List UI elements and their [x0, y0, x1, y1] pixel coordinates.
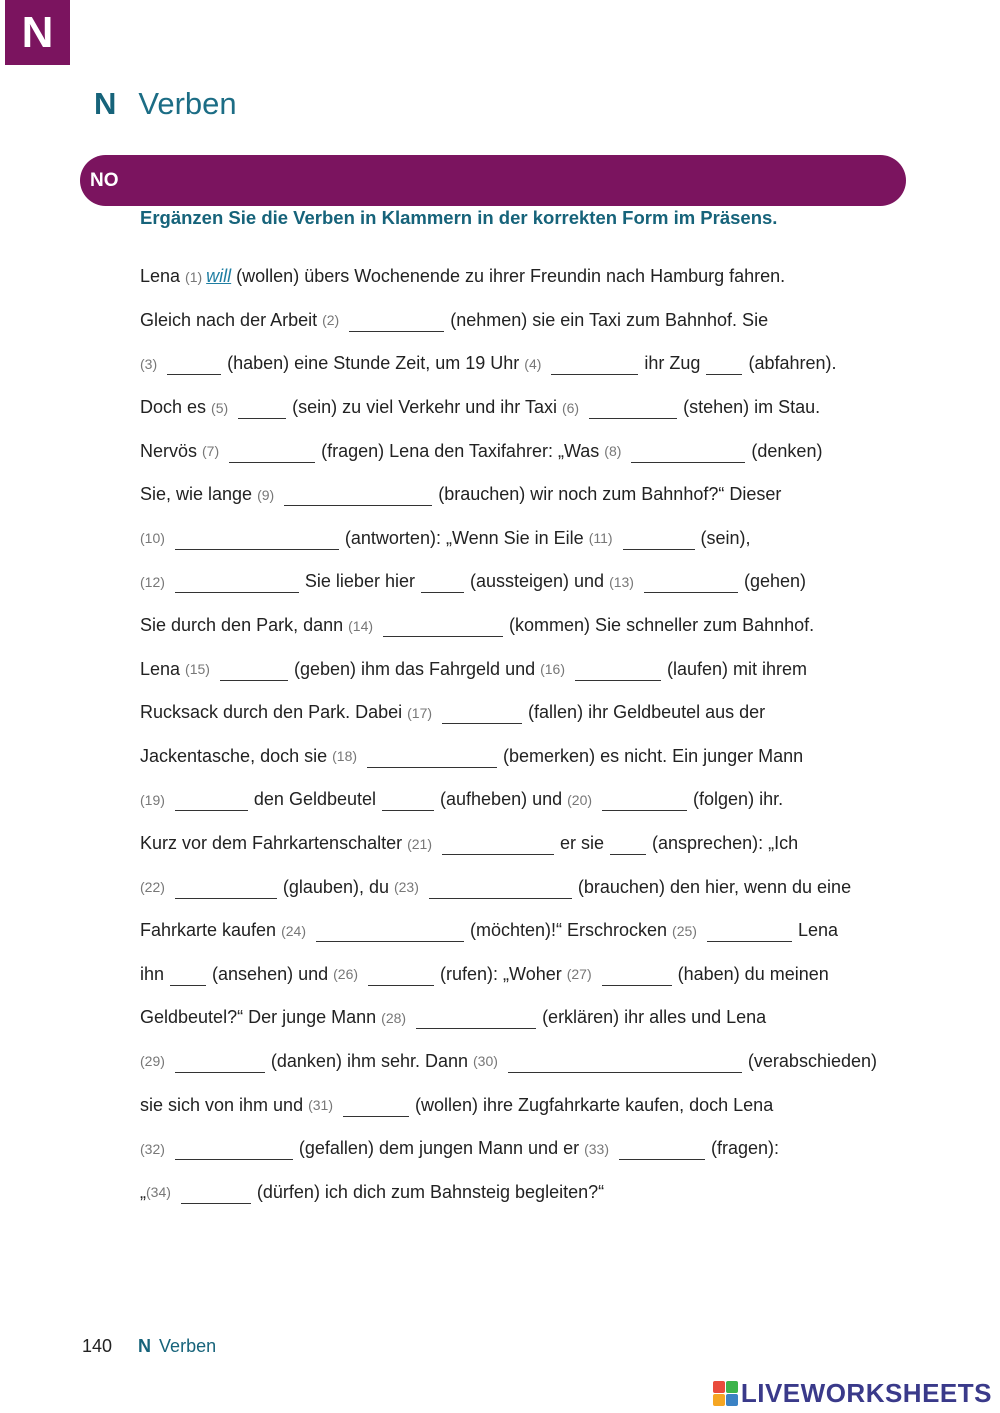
answer-blank-input[interactable]	[316, 925, 464, 942]
answer-blank-input[interactable]	[220, 664, 288, 681]
chapter-corner-letter: N	[21, 7, 54, 57]
exercise-instruction: Ergänzen Sie die Verben in Klammern in der korrekten Form im Präsens.	[140, 207, 778, 228]
liveworksheets-logo-icon	[713, 1381, 738, 1406]
exercise-text-segment: (aufheben) und	[440, 789, 568, 810]
exercise-text-segment: (ansprechen): „Ich	[652, 833, 799, 854]
answer-blank-input[interactable]	[644, 576, 738, 593]
brand-name: LIVEWORKSHEETS	[740, 1378, 992, 1408]
exercise-line	[140, 865, 930, 909]
gap-number: (6)	[561, 399, 580, 416]
answer-blank-input[interactable]	[551, 358, 638, 375]
answer-blank-input[interactable]	[631, 446, 745, 463]
answer-blank-input[interactable]	[619, 1143, 705, 1160]
answer-blank-input[interactable]	[175, 1143, 293, 1160]
gap-number: (20)	[567, 791, 593, 808]
exercise-banner	[80, 155, 906, 206]
gap-number: (24)	[281, 922, 306, 939]
exercise-line	[140, 299, 930, 343]
gap-number: (11)	[588, 530, 613, 547]
chapter-letter: N	[94, 86, 117, 121]
exercise-text	[140, 255, 930, 1214]
gap-number: (28)	[381, 1009, 407, 1026]
gap-number: (25)	[672, 922, 697, 939]
answer-blank-input[interactable]	[382, 794, 434, 811]
exercise-text-segment: (sein) zu viel Verkehr und ihr Taxi	[292, 397, 562, 418]
answer-blank-input[interactable]	[238, 402, 286, 419]
exercise-line	[140, 822, 930, 866]
answer-input[interactable]: will	[206, 266, 232, 287]
gap-number: (8)	[604, 443, 622, 460]
logo-square	[713, 1394, 725, 1406]
gap-number: (34)	[146, 1184, 171, 1201]
answer-blank-input[interactable]	[589, 402, 677, 419]
exercise-line	[140, 560, 930, 604]
exercise-text-segment: (erklären) ihr alles und Lena	[542, 1007, 767, 1028]
answer-blank-input[interactable]	[602, 969, 672, 986]
exercise-text-segment: (folgen) ihr.	[693, 789, 784, 810]
answer-blank-input[interactable]	[284, 489, 432, 506]
exercise-line	[140, 953, 930, 997]
logo-square	[713, 1381, 725, 1393]
answer-blank-input[interactable]	[383, 620, 503, 637]
answer-blank-input[interactable]	[623, 533, 695, 550]
exercise-text-segment: (nehmen) sie ein Taxi zum Bahnhof. Sie	[450, 309, 769, 330]
exercise-text-segment: (gefallen) dem jungen Mann und er	[298, 1138, 585, 1159]
gap-number: (17)	[407, 704, 433, 721]
gap-number: (3)	[140, 355, 158, 372]
answer-blank-input[interactable]	[175, 576, 299, 593]
gap-number: (9)	[257, 486, 275, 503]
exercise-text-segment: er sie	[560, 833, 605, 854]
exercise-text-segment: (antworten): „Wenn Sie in Eile	[344, 527, 589, 548]
logo-square	[726, 1394, 738, 1406]
exercise-line	[140, 1040, 930, 1084]
exercise-text-segment: Doch es	[140, 397, 212, 418]
exercise-text-segment: (bemerken) es nicht. Ein junger Mann	[503, 745, 804, 766]
logo-square	[726, 1381, 738, 1393]
exercise-label: NO	[90, 170, 119, 191]
answer-blank-input[interactable]	[508, 1056, 742, 1073]
answer-blank-input[interactable]	[442, 707, 522, 724]
gap-number: (15)	[185, 661, 210, 678]
liveworksheets-brand[interactable]	[713, 1378, 992, 1409]
exercise-text-segment: Gleich nach der Arbeit	[140, 309, 323, 330]
gap-number: (1)	[185, 268, 203, 285]
gap-number: (7)	[202, 443, 220, 460]
exercise-text-segment: Lena	[140, 658, 186, 679]
answer-blank-input[interactable]	[416, 1012, 536, 1029]
exercise-text-segment: (stehen) im Stau.	[683, 397, 821, 418]
page-number: 140	[82, 1336, 113, 1356]
gap-number: (27)	[566, 966, 592, 983]
gap-number: (19)	[140, 791, 165, 808]
answer-blank-input[interactable]	[343, 1100, 409, 1117]
gap-number: (4)	[524, 355, 542, 372]
gap-number: (30)	[473, 1053, 498, 1070]
exercise-text-segment: (wollen) übers Wochenende zu ihrer Freundin nach Hamburg fahren.	[236, 266, 786, 287]
exercise-line	[140, 255, 930, 299]
exercise-text-segment: (fragen) Lena den Taxifahrer: „Was	[321, 440, 605, 461]
exercise-text-segment: Kurz vor dem Fahrkartenschalter	[140, 833, 408, 854]
exercise-text-segment: „	[140, 1181, 146, 1202]
exercise-text-segment: (haben) du meinen	[677, 963, 829, 984]
exercise-text-segment: den Geldbeutel	[253, 789, 377, 810]
exercise-text-segment: (kommen) Sie schneller zum Bahnhof.	[509, 615, 815, 636]
exercise-text-segment: Fahrkarte kaufen	[140, 920, 282, 941]
exercise-text-segment: (geben) ihm das Fahrgeld und	[293, 658, 541, 679]
exercise-line	[140, 1170, 930, 1214]
exercise-text-segment: (ansehen) und	[212, 963, 334, 984]
exercise-text-segment: ihr Zug	[644, 353, 701, 374]
gap-number: (26)	[333, 966, 359, 983]
exercise-line	[140, 429, 930, 473]
exercise-line	[140, 473, 930, 517]
answer-blank-input[interactable]	[575, 664, 661, 681]
gap-number: (13)	[609, 573, 634, 590]
answer-blank-input[interactable]	[367, 751, 497, 768]
gap-number: (29)	[140, 1053, 165, 1070]
exercise-line	[140, 909, 930, 953]
exercise-text-segment: (danken) ihm sehr. Dann	[270, 1050, 474, 1071]
gap-number: (2)	[322, 312, 340, 329]
exercise-text-segment: (dürfen) ich dich zum Bahnsteig begleiten?“	[256, 1181, 605, 1202]
answer-blank-input[interactable]	[442, 838, 554, 855]
exercise-text-segment: Sie durch den Park, dann	[140, 615, 349, 636]
exercise-text-segment: sie sich von ihm und	[140, 1094, 309, 1115]
exercise-text-segment: (fallen) ihr Geldbeutel aus der	[528, 702, 766, 723]
exercise-text-segment: (brauchen) den hier, wenn du eine	[577, 876, 852, 897]
exercise-text-segment: (denken)	[751, 440, 823, 461]
exercise-text-segment: (glauben), du	[282, 876, 394, 897]
exercise-line	[140, 517, 930, 561]
exercise-line	[140, 996, 930, 1040]
page-footer	[82, 1336, 216, 1357]
gap-number: (14)	[348, 617, 374, 634]
gap-number: (31)	[308, 1097, 333, 1114]
answer-blank-input[interactable]	[181, 1187, 251, 1204]
gap-number: (12)	[140, 573, 165, 590]
exercise-text-segment: Sie lieber hier	[304, 571, 415, 592]
answer-blank-input[interactable]	[175, 533, 339, 550]
exercise-line	[140, 735, 930, 779]
exercise-text-segment: ihn	[140, 963, 165, 984]
answer-blank-input[interactable]	[421, 576, 464, 593]
exercise-text-segment: Jackentasche, doch sie	[140, 745, 333, 766]
exercise-line	[140, 691, 930, 735]
exercise-text-segment: Lena	[797, 920, 838, 941]
answer-blank-input[interactable]	[175, 882, 277, 899]
exercise-text-segment: Nervös	[140, 440, 203, 461]
exercise-text-segment: (fragen):	[711, 1138, 780, 1159]
exercise-text-segment: (haben) eine Stunde Zeit, um 19 Uhr	[227, 353, 525, 374]
exercise-text-segment: Rucksack durch den Park. Dabei	[140, 702, 408, 723]
answer-blank-input[interactable]	[349, 315, 444, 332]
gap-number: (22)	[140, 879, 165, 896]
gap-number: (21)	[407, 835, 433, 852]
footer-chapter-letter: N	[138, 1336, 152, 1356]
answer-blank-input[interactable]	[175, 1056, 265, 1073]
exercise-text-segment: (sein),	[700, 527, 751, 548]
exercise-text-segment: (brauchen) wir noch zum Bahnhof?“ Dieser	[438, 484, 782, 505]
exercise-text-segment: (wollen) ihre Zugfahrkarte kaufen, doch Lena	[415, 1094, 774, 1115]
exercise-text-segment: (aussteigen) und	[469, 571, 610, 592]
exercise-text-segment: (gehen)	[743, 571, 807, 592]
gap-number: (16)	[540, 661, 566, 678]
answer-blank-input[interactable]	[707, 925, 792, 942]
answer-blank-input[interactable]	[602, 794, 687, 811]
exercise-text-segment: Sie, wie lange	[140, 484, 258, 505]
chapter-corner-tab	[5, 0, 70, 65]
exercise-text-segment: Geldbeutel?“ Der junge Mann	[140, 1007, 382, 1028]
gap-number: (33)	[584, 1140, 609, 1157]
exercise-text-segment: (abfahren).	[748, 353, 837, 374]
exercise-text-segment: Lena	[140, 266, 186, 287]
exercise-line	[140, 604, 930, 648]
exercise-text-segment: (laufen) mit ihrem	[667, 658, 808, 679]
exercise-line	[140, 1127, 930, 1171]
gap-number: (18)	[332, 748, 358, 765]
answer-blank-input[interactable]	[610, 838, 646, 855]
answer-blank-input[interactable]	[175, 794, 248, 811]
exercise-line	[140, 1083, 930, 1127]
gap-number: (32)	[140, 1140, 165, 1157]
exercise-text-segment: (rufen): „Woher	[440, 963, 567, 984]
answer-blank-input[interactable]	[368, 969, 434, 986]
answer-blank-input[interactable]	[229, 446, 315, 463]
exercise-text-segment: (verabschieden)	[747, 1050, 877, 1071]
chapter-title: Verben	[138, 86, 237, 121]
gap-number: (10)	[140, 530, 165, 547]
exercise-line	[140, 778, 930, 822]
answer-blank-input[interactable]	[706, 358, 742, 375]
footer-chapter-title: Verben	[159, 1336, 217, 1356]
answer-blank-input[interactable]	[429, 882, 572, 899]
answer-blank-input[interactable]	[167, 358, 221, 375]
gap-number: (5)	[211, 399, 229, 416]
exercise-line	[140, 647, 930, 691]
exercise-text-segment: (möchten)!“ Erschrocken	[469, 920, 673, 941]
gap-number: (23)	[393, 879, 419, 896]
answer-blank-input[interactable]	[170, 969, 206, 986]
exercise-line	[140, 342, 930, 386]
exercise-line	[140, 386, 930, 430]
chapter-heading	[94, 86, 237, 122]
